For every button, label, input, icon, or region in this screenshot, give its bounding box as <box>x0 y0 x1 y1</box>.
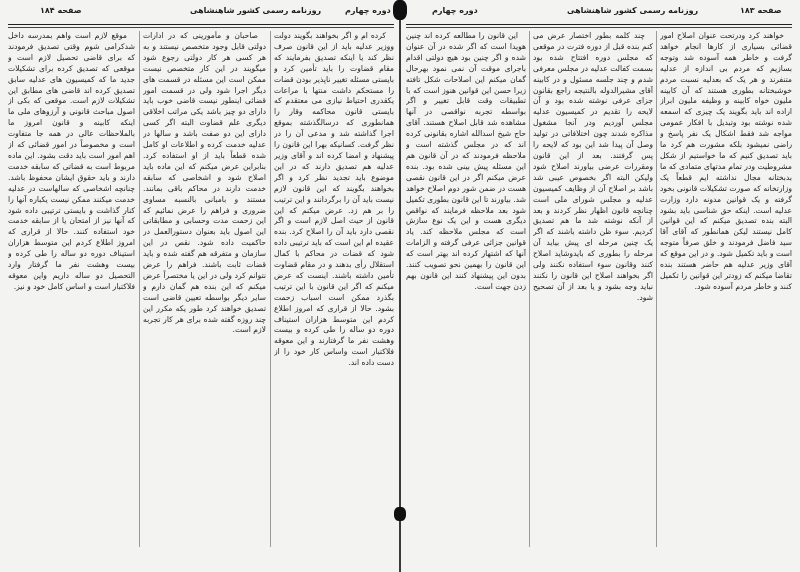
column-text: چند کلمه بطور اختصار عرض می کنم بنده قبل از دوره فترت در موقعی که مجلس دوره افتتاح شده بود بسمت کفالت عدلیه در مجلس معرفی شدم و چند جلسه مسئول و در کابینه آقای مشیرالدوله بالنتیجه راجع بقانون جزای عرفی نوشته شده بود و آن لایحه را تقدیم در کمیسیون عدلیه مجلس آوردیم ودر آنجا مشغول مذاکره شدند چون اختلافاتی در تولید وصل آن پیدا شد این بود که لایحه را پس گرفتند. بعد از این قانون ومقررات عرضی بیاورند اصلاح شود ولیکن البته اگر بخصوص عیبی شد باشد بر اصلاح آن از وظایف کمیسیون عدلیه و مجلس شورای ملی است چنانچه قانون اظهار نظر کردند و بعد از آنکه نوشته شد ما هم تصدیق کردیم. سوء ظن داشته باشند که اگر یک چنین مرحله ای پیش بیاید آن مرحله را بطوری که بایدوشاید اصلاح کنند وقانون سوء استفاده نکنند ولی اگر بخواهند اصلاح این قانون را نکنند نباید وجه بشود و یا بعد از آن تصحیح شود. <box>533 31 653 302</box>
volume-label: دوره چهارم <box>345 6 391 15</box>
left-page <box>0 0 398 572</box>
right-page <box>402 0 800 572</box>
column-2 <box>143 31 266 547</box>
column-text: خواهند کرد ودرتحت عنوان اصلاح امور قضائی بسیاری از کارها انجام خواهد گرفت و خاطر همه آسوده شد وتوجه بسازیم که مردم بی اندازه از عدلیه متنفرند و هر یک که بعدلیه نسبت مردم خوشبختانه بطوری هستند که آن کابینه ملیون خواه کابینه و وظیفه ملیون ابراز اراده اند باید بگویند یک چیزی که اسمعه شده نوشته بود وتبدیل با افکار عمومی مواجه شد فقط اشکال یک نفر پاسخ و راضی نمیشود بلکه مشورت هم کرد ما باید تصدیق کنیم که ما خواستیم از شکل مشروطیت ودر تمام مدتهای متمادی که ما بدبختانه مجال نداشته ایم قطعاً یک وزارتخانه که صورت تشکیلات قانونی بخود گرفته و یک قوانین مدونه دارد وزارت عدلیه است. اینکه حق شناسی باید بشود البته بنده تصدیق میکنم که این قوانین کامل نیستند لیکن همانطور که آقای آقا سید فاضل فرمودند و خلق صرفاً متوجه است و باید تکمیل شود. و در این موقع که آقای وزیر عدلیه هم حاضر هستند بنده تقاضا میکنم که زودتر این قوانین را تکمیل کنند و خاطر مردم آسوده شود. <box>660 31 792 291</box>
header-rule <box>406 24 792 28</box>
column-text: این قانون را مطالعه کرده اند چنین هویدا است که اگر شده در آن عنوان شده و اگر چنین بود هیچ دولتی اقدام باجرای موقت آن نمی نمود بهرحال گمان میکنم این اصلاحات شکل تافته زیرا حسن این قوانین هنوز است که با تطبیقات وقت قابل تغییر و اگر بواسطه تجربه نواقصی در آنها مشاهده شد قابل اصلاح هستند. آقای حاج شیخ اسدالله اشاره بقانونی کرده اند که در مجلس گذشته است و ملاحظه فرمودند که در آن قانون هم این مسئله پیش بینی شده بود. بنده عرض میکنم اگر در این قانون نقصی هست در ضمن شور دوم اصلاح خواهد شد. بیاورند تا این قانون بطوری تکمیل شود بعد ملاحظه فرمایند که نواقص دیگری هست و این یک نوع سازش است که مجلس ملاحظه کند. یاد قوانین جزائی عرفی گرفته و الزامات آنها که اشتهار کرده اند بهتر است که این قانون را بهمین نحو تصویب کنند. بدون این پیشنهاد کنند این قانون بهم زدن جهت است. <box>406 31 526 291</box>
header-rule <box>8 24 394 28</box>
column-text: کرده ام و اگر بخواهند بگویند دولت ووزیر عدلیه باید از این قانون صرف نظر کند یا اینکه تصدیق بفرمایند که مقام قضاوت را باید تأمین کرد و بایستی مسئله تغییر ناپذیر بودن قضات را مستحکم داشت منتها با مراعات یکقدری احتیاط نیازی می معتقدم که بایستی قانون محاکمه وقار را همانطوری که درسالگذشته بموقع اجرا گذاشته شد و مدعی آن را در نظر گرفت. کسانیکه بهرا این قانون را پیشنهاد و امضا کرده اند و آقای وزیر عدلیه هم تصدیق دارند که در این موضوع باید تجدید نظر کرد و اگر بخواهند بگویند که این قانون لازم نیست باید آن را برگردانند و این ترتیب را بر هم زد. عرض میکنم که این قانون از حیث اصل لازم است و اگر نقصی دارد باید آن را اصلاح کرد. بنده عقیده ام این است که باید ترتیبی داده شود که قضات در محاکم با کمال استقلال رأی بدهند و در مقام قضاوت تأمین داشته باشند. اینست که عرض میکنم که اگر این قانون با این ترتیب بگذرد ممکن است اسباب زحمت بشود. حالا از قراری که امروز اطلاع کردم این متوسط هزاران استیناف دوره دو ساله را طی کرده و بیست وهشت نفر ما گرفتارند و این معوقه فلاکتبار است واساس کار خود را از دست داده اند. <box>274 31 394 368</box>
volume-label: دوره چهارم <box>432 6 478 15</box>
column-text: صاحبان و مأمورینی که در ادارات دولتی قابل وجود متخصص نیستند و به هر کسی هر کار دولتی رجوع شود میگویند در این کار متخصص نیست ممکن است این مسئله در قسمت های دیگر اجرا شود ولی در قسمت امور قضائی اینطور نیست قاضی خوب باید دارای دو چیز باشد یکی مراتب اخلاقی دیگری علم قضاوت البته اگر کسی دارای این دو صفت باشد و سالها در عدلیه خدمت کرده و اطلاعات او کامل شده قطعاً باید از او استفاده کرد. بنابراین عرض میکنم که این ماده باید اصلاح شود و اشخاصی که سابقه خدمت دارند در محاکم باقی بمانند. مستند و بامبانی بالنسبه مساوی ضروری و فراهم را عرض نمائیم که این زحمت مدت وحسابی و مطابقاتی این اصول باید بعنوان دستورالعمل در حاکمیت داده شود. نقص در این سازمان و متفرقه هم گفته شده و باید قضات ثابت باشند. فراهم را عرض نتوانم کرد ولی در این یا مختصراً عرض میکنم که این بنده هم گمان دارم و سایر دیگر بواسطه تعیین قاضی است تصدیق خواهند کرد طور یکه مکرر این چند روزه گفته شده برای هر کار تجربه لازم است. <box>143 31 266 335</box>
column-divider <box>656 31 657 547</box>
column-divider <box>529 31 530 547</box>
column-divider <box>270 31 271 547</box>
column-3 <box>660 31 792 547</box>
column-3 <box>8 31 135 547</box>
newspaper-title: روزنامه رسمی کشور شاهنشاهی <box>190 6 322 15</box>
page-number: صفحه ۱۸۴ <box>40 6 82 15</box>
newspaper-title: روزنامه رسمی کشور شاهنشاهی <box>567 6 699 15</box>
column-divider <box>139 31 140 547</box>
column-1 <box>406 31 526 547</box>
column-text: موقع لازم است واهم بمدرسه داخل شدکرامی شوم وقتی تصدیق فرمودند که برای قاضی تحصیل لازم است و موقعی که تصدیق کرده برای تشکیلات جدید ما که کمیسیون های عدلیه سابق تصدیق کرده اند قاضی های مطابق این تشکیلات لازم است. موقعی که بکی از اصول مباحث قانونی و آرزوهای ملی ما اینکه کابینه و قانون امروز ما بالملاحظات عالی در همه جا متفاوت است و مخصوصاً در امور قضائی که از اهم امور است باید دقت بشود. این ماده مربوط است به قضاتی که سابقه خدمت دارند و باید حقوق ایشان محفوظ باشد. چنانچه اشخاصی که سالهاست در عدلیه خدمت میکنند ممکن نیست یکباره آنها را کنار گذاشت و بایستی ترتیبی داده شود که آنها نیز از امتحان یا از سابقه خدمت خود استفاده کنند. حالا از قراری که امروز اطلاع کردم این متوسط هزاران استیناف دوره دو ساله را طی کرده و بیست وهشت نفر ما گرفتار وارد التحصیل دو ساله داریم واین معوقه فلاکتبار است و اساس کامل خود و نیز. <box>8 31 135 291</box>
page-number: صفحه ۱۸۳ <box>740 6 782 15</box>
column-1 <box>274 31 394 547</box>
page-gutter <box>399 0 401 572</box>
column-2 <box>533 31 653 547</box>
